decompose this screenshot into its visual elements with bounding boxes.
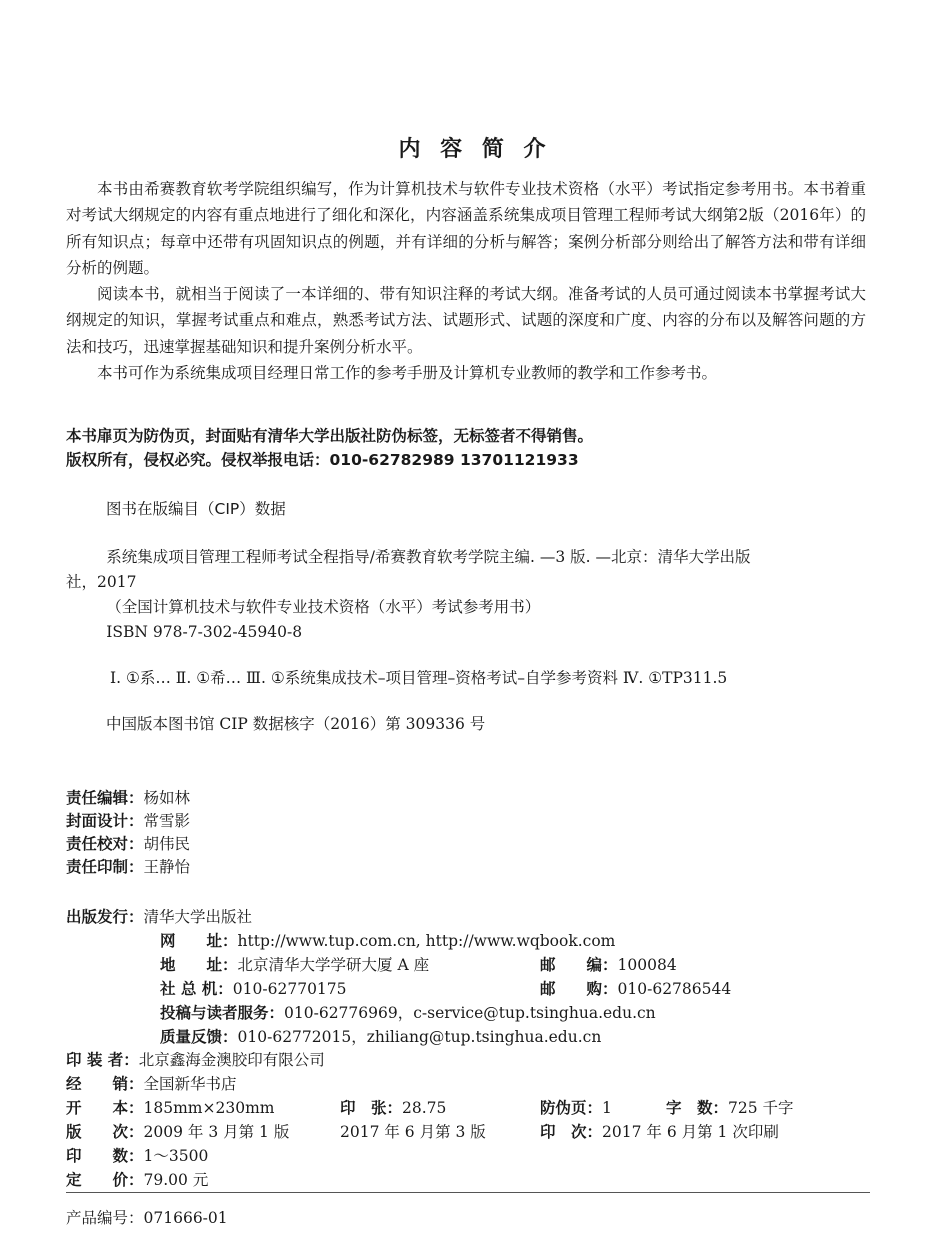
- website-value: http://www.tup.com.cn, http://www.wqbook.com: [237, 932, 616, 950]
- staff-row: [66, 855, 190, 877]
- publisher-row: 出版发行：清华大学出版社: [66, 908, 253, 926]
- staff-value: 王静怡: [143, 858, 191, 876]
- price-value: 79.00 元: [143, 1171, 209, 1189]
- divider: [66, 1192, 870, 1193]
- classification-line: Ⅰ. ①系… Ⅱ. ①希… Ⅲ. ①系统集成技术–项目管理–资格考试–自学参考资料 Ⅳ. ①TP311.5: [110, 669, 728, 687]
- intro-section: [66, 176, 866, 386]
- reader-service-row: 投稿与读者服务：010-62776969，c-service@tup.tsinghua.edu.cn: [160, 1004, 656, 1022]
- postcode-row: 邮 编：100084: [540, 956, 677, 974]
- staff-row: [66, 809, 190, 831]
- postcode-value: 100084: [617, 956, 677, 974]
- staff-value: 杨如林: [143, 789, 191, 807]
- staff-value: 常雪影: [143, 812, 191, 830]
- product-code-value: 071666-01: [143, 1209, 228, 1227]
- sheets-value: 28.75: [402, 1099, 447, 1117]
- page-title: 内 容 简 介: [398, 137, 552, 162]
- switchboard-value: 010-62770175: [232, 980, 347, 998]
- copies-row: 印 数：1～3500: [66, 1147, 209, 1165]
- staff-value: 胡伟民: [143, 835, 191, 853]
- staff-row: [66, 786, 190, 808]
- intro-paragraph: 阅读本书，就相当于阅读了一本详细的、带有知识注释的考试大纲。准备考试的人员可通过阅读本书掌握考试大纲规定的知识，掌握考试重点和难点，熟悉考试方法、试题形式、试题的深度和广度、内容的分布以及解答问题的方法和技巧，迅速掌握基础知识和提升案例分析水平。: [66, 285, 866, 356]
- website-row: 网 址：http://www.tup.com.cn, http://www.wqbook.com: [160, 932, 616, 950]
- printer-value: 北京鑫海金澳胶印有限公司: [138, 1051, 325, 1069]
- anti-fake-page-value: 1: [602, 1099, 612, 1117]
- cip-title-line-continued: 社，2017: [66, 573, 137, 591]
- publisher-name: 清华大学出版社: [143, 908, 253, 926]
- format-value: 185mm×230mm: [143, 1099, 275, 1117]
- switchboard-row: 社 总 机：010-62770175: [160, 980, 347, 998]
- address-value: 北京清华大学学研大厦 A 座: [237, 956, 430, 974]
- staff-label: 封面设计：: [66, 812, 144, 830]
- anti-counterfeit-notice: 本书扉页为防伪页，封面贴有清华大学出版社防伪标签，无标签者不得销售。: [66, 427, 594, 445]
- edition-current: 2017 年 6 月第 3 版: [340, 1123, 486, 1141]
- distributor-value: 全国新华书店: [143, 1075, 237, 1093]
- format-row: 开 本：185mm×230mm: [66, 1099, 275, 1117]
- staff-label: 责任印制：: [66, 858, 144, 876]
- word-count-value: 725 千字: [728, 1099, 794, 1117]
- cip-series: （全国计算机技术与软件专业技术资格（水平）考试参考用书）: [106, 598, 541, 616]
- copies-value: 1～3500: [143, 1147, 209, 1165]
- mail-order-value: 010-62786544: [617, 980, 732, 998]
- reader-service-value: 010-62776969，c-service@tup.tsinghua.edu.cn: [284, 1004, 656, 1022]
- edition-row: 版 次：2009 年 3 月第 1 版: [66, 1123, 290, 1141]
- address-row: 地 址：北京清华大学学研大厦 A 座: [160, 956, 430, 974]
- intro-paragraph: 本书可作为系统集成项目经理日常工作的参考手册及计算机专业教师的教学和工作参考书。: [97, 364, 718, 383]
- printer-row: 印 装 者：北京鑫海金澳胶印有限公司: [66, 1051, 325, 1069]
- intro-paragraph: 本书由希赛教育软考学院组织编写，作为计算机技术与软件专业技术资格（水平）考试指定参考用书。本书着重对考试大纲规定的内容有重点地进行了细化和深化，内容涵盖系统集成项目管理工程师考试大纲第2版（2016年）的所有知识点；每章中还带有巩固知识点的例题，并有详细的分析与解答；案例分析部分则给出了解答方法和带有详细分析的例题。: [66, 180, 866, 277]
- cip-record-block: [66, 545, 866, 645]
- copyright-notice: 版权所有，侵权必究。侵权举报电话：010-62782989 13701121933: [66, 451, 579, 469]
- product-code-row: 产品编号：071666-01: [66, 1209, 228, 1227]
- printing-row: 印 次：2017 年 6 月第 1 次印刷: [540, 1123, 779, 1141]
- edition-first: 2009 年 3 月第 1 版: [143, 1123, 290, 1141]
- cip-title-line: 系统集成项目管理工程师考试全程指导/希赛教育软考学院主编. —3 版. —北京：清华大学出版: [106, 548, 751, 566]
- staff-label: 责任校对：: [66, 835, 144, 853]
- distributor-row: 经 销：全国新华书店: [66, 1075, 237, 1093]
- cip-data-number: 中国版本图书馆 CIP 数据核字（2016）第 309336 号: [106, 715, 486, 733]
- cip-heading: 图书在版编目（CIP）数据: [106, 500, 286, 518]
- quality-feedback-row: 质量反馈：010-62772015，zhiliang@tup.tsinghua.edu.cn: [160, 1028, 602, 1046]
- mail-order-row: 邮 购：010-62786544: [540, 980, 732, 998]
- staff-row: [66, 832, 190, 854]
- isbn: ISBN 978-7-302-45940-8: [106, 623, 303, 641]
- word-count-row: 字 数：725 千字: [666, 1099, 794, 1117]
- quality-feedback-value: 010-62772015，zhiliang@tup.tsinghua.edu.cn: [237, 1028, 602, 1046]
- anti-fake-page-row: 防伪页：1: [540, 1099, 612, 1117]
- printing-value: 2017 年 6 月第 1 次印刷: [602, 1123, 779, 1141]
- price-row: 定 价：79.00 元: [66, 1171, 209, 1189]
- staff-label: 责任编辑：: [66, 789, 144, 807]
- sheets-row: 印 张：28.75: [340, 1099, 447, 1117]
